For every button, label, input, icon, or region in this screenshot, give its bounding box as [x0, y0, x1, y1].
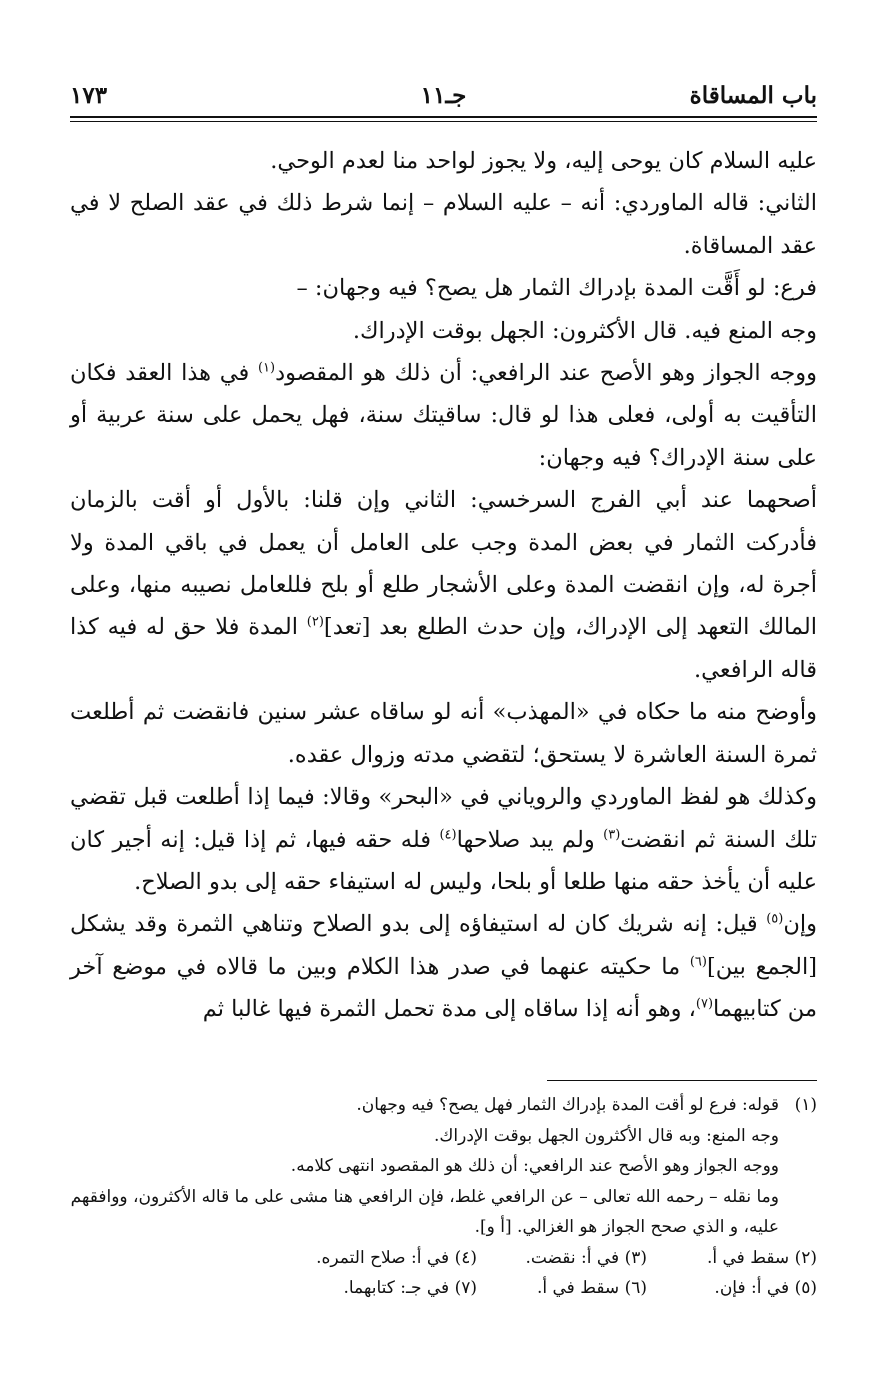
footnote-ref: (١) [257, 360, 276, 376]
text-run: وكذلك هو لفظ الماوردي والروياني في «البحر» وقالا: فيما إذا أطلعت قبل تقضي تلك السنة ثم انقضت [70, 784, 817, 853]
header-rule-thin [70, 121, 817, 122]
footnote-row [70, 1273, 817, 1304]
footnote-line: ووجه الجواز وهو الأصح عند الرافعي: أن ذلك هو المقصود انتهى كلامه. [290, 1156, 779, 1176]
text-run: ووجه الجواز وهو الأصح عند الرافعي: أن ذلك هو المقصود [275, 360, 817, 387]
running-header [70, 76, 817, 116]
footnote [70, 1090, 817, 1121]
text-run: ما حكيته عنهما في صدر هذا الكلام وبين ما قالاه في موضع آخر من كتابيهما [70, 953, 817, 1023]
text-run: فله حقه فيها، ثم إذا قيل: إنه أجير كان عليه أن يأخذ حقه منها طلعا أو بلحا، وليس له استيفاء حقه إلى بدو الصلاح. [70, 826, 817, 895]
footnote: (٧) في جـ: كتابهما. [343, 1278, 477, 1298]
paragraph: فرع: لو أَقَّت المدة بإدراك الثمار هل يصح؟ فيه وجهان: – [296, 275, 817, 302]
header-rule-thick [70, 116, 817, 118]
text-run: المدة فلا حق له فيه كذا قاله الرافعي. [70, 614, 817, 683]
footnote-separator [547, 1080, 817, 1081]
footnote-ref: (٣) [603, 827, 621, 842]
footnote-line: وما نقله – رحمه الله تعالى – عن الرافعي غلط، فإن الرافعي هنا مشى على ما قاله الأكثرون، ووافقهم عليه، و الذي صحح الجواز هو الغزالي. [أ و]. [70, 1186, 779, 1237]
footnote: (٣) في أ: نقضت. [525, 1247, 647, 1268]
text-run: قيل: إنه شريك كان له استيفاؤه إلى بدو الصلاح وتناهي الثمرة وقد يشكل [الجمع بين] [70, 911, 817, 980]
footnote-ref: (٦) [689, 954, 707, 970]
footnote-row [70, 1243, 817, 1274]
footnote: (٢) سقط في أ. [706, 1247, 817, 1268]
footnote-line: وجه المنع: وبه قال الأكثرون الجهل بوقت الإدراك. [434, 1125, 779, 1146]
footnote-ref: (٧) [695, 996, 714, 1012]
paragraph [70, 352, 817, 479]
paragraph: وأوضح منه ما حكاه في «المهذب» أنه لو ساقاه عشر سنين فانقضت ثم أطلعت ثمرة السنة العاشرة لا يستحق؛ لتقضي مدته وزوال عقده. [70, 699, 817, 768]
text-run: وإن [783, 911, 817, 938]
text-run: ولم يبد صلاحها [456, 826, 604, 853]
footnote: (٦) سقط في أ. [536, 1278, 647, 1298]
footnote-ref: (٥) [766, 911, 784, 927]
page-number: ١٧٣ [70, 82, 108, 109]
footnote-number: (١) [794, 1095, 817, 1115]
paragraph: عليه السلام كان يوحى إليه، ولا يجوز لواحد منا لعدم الوحي. [270, 148, 817, 174]
paragraph [70, 776, 817, 903]
main-text [70, 140, 817, 1031]
footnote-ref: (٤) [439, 827, 457, 842]
paragraph [70, 479, 817, 691]
paragraph: وجه المنع فيه. قال الأكثرون: الجهل بوقت الإدراك. [352, 317, 817, 344]
text-run: ، وهو أنه إذا ساقاه إلى مدة تحمل الثمرة فيها غالبا ثم [202, 996, 696, 1023]
paragraph: الثاني: قاله الماوردي: أنه – عليه السلام – إنما شرط ذلك في عقد الصلح لا في عقد المساقاة. [70, 190, 817, 259]
text-run: أصحهما عند أبي الفرج السرخسي: الثاني وإن قلنا: بالأول أو أقت بالزمان فأدركت الثمار في بعض المدة وجب على العامل أن يعمل في باقي المدة ولا أجرة له، وإن انقضت المدة وعلى الأشجار طلع أو بلح فللعامل نصيبه منها، وعلى المالك التعهد إلى الإدراك، وإن حدث الطلع بعد [تعد] [70, 487, 818, 641]
paragraph [70, 903, 817, 1030]
footnote-text: قوله: فرع لو أقت المدة بإدراك الثمار فهل يصح؟ فيه وجهان. [356, 1095, 779, 1115]
footnote: (٤) في أ: صلاح التمره. [316, 1247, 477, 1268]
volume-number: جـ١١ [420, 82, 467, 109]
chapter-title: باب المساقاة [689, 82, 817, 109]
footnotes [70, 1090, 817, 1304]
footnote-ref: (٢) [306, 614, 324, 630]
footnote: (٥) في أ: فإن. [714, 1278, 817, 1298]
text-run: في هذا العقد فكان التأقيت به أولى، فعلى هذا لو قال: ساقيتك سنة، فهل يحمل على سنة عربية أو على سنة الإدراك؟ فيه وجهان: [70, 360, 817, 471]
